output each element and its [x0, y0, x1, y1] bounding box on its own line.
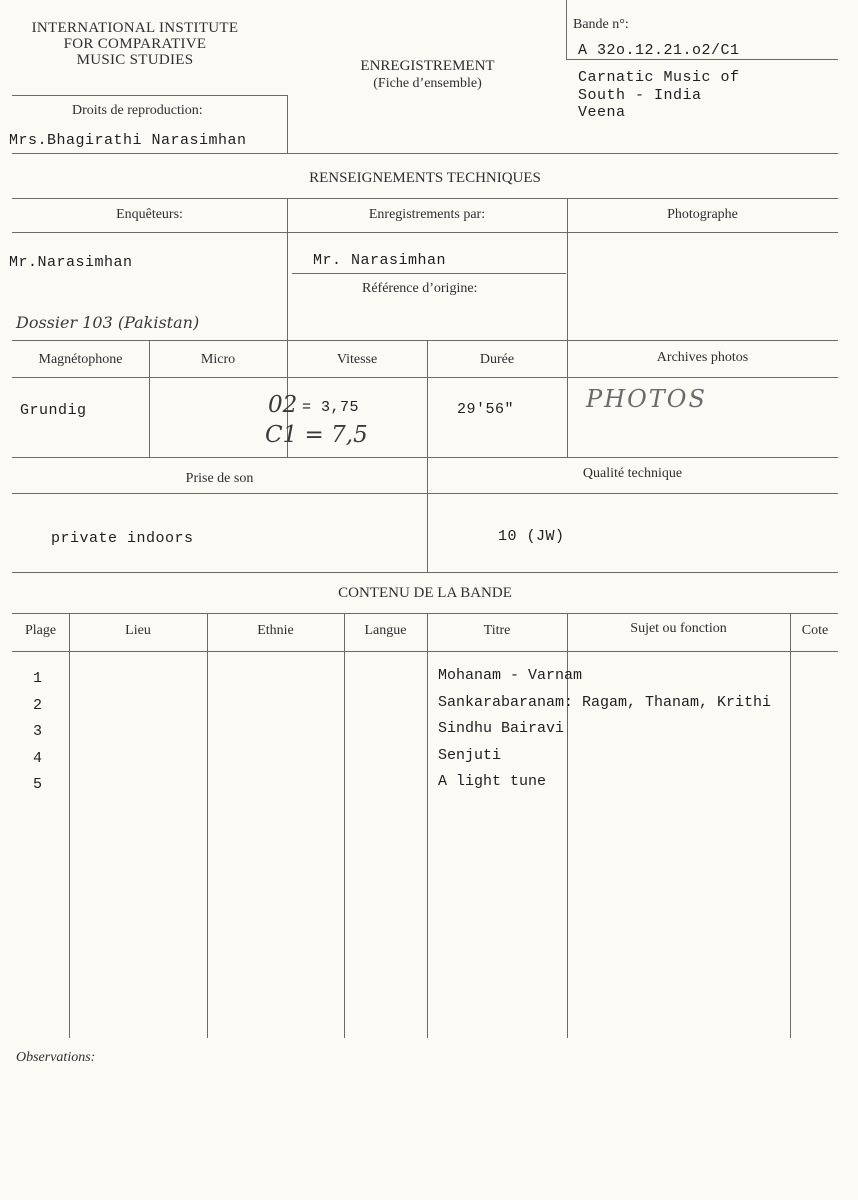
- table-row-titre: Mohanam - Varnam: [438, 667, 583, 684]
- duree-value: 29'56": [457, 401, 515, 418]
- table-row-plage: 5: [33, 776, 43, 793]
- table-row-plage: 3: [33, 723, 43, 740]
- rights-box-right-border: [287, 95, 288, 153]
- technical-row3-header-rule: [12, 493, 838, 494]
- enqueteurs-value: Mr.Narasimhan: [9, 254, 133, 271]
- qualite-technique-value: 10 (JW): [498, 528, 565, 545]
- contents-divider-6: [790, 613, 791, 1038]
- magnetophone-value: Grundig: [20, 402, 87, 419]
- row3-divider: [427, 457, 428, 572]
- vitesse-label: Vitesse: [336, 352, 378, 367]
- technical-section-title: RENSEIGNEMENTS TECHNIQUES: [309, 170, 541, 186]
- qualite-technique-label: Qualité technique: [582, 466, 683, 481]
- technical-divider-2: [567, 198, 568, 340]
- rights-label: Droits de reproduction:: [72, 103, 203, 118]
- reference-rule: [292, 273, 566, 274]
- enregistrements-label: Enregistrements par:: [368, 207, 486, 222]
- tape-description-line2: South - India: [578, 86, 702, 104]
- col-header-sujet: Sujet ou fonction: [630, 621, 727, 636]
- technical-row2-top-rule: [12, 340, 838, 341]
- technical-top-rule: [12, 198, 838, 199]
- plage-list: [33, 666, 42, 799]
- rights-box-top-border: [12, 95, 288, 96]
- table-row-titre: A light tune: [438, 773, 547, 790]
- vitesse-typed-value: = 3,75: [302, 399, 360, 416]
- header-bottom-rule: [12, 153, 838, 154]
- enregistrements-value: Mr. Narasimhan: [313, 252, 447, 269]
- magnetophone-label: Magnétophone: [38, 352, 123, 367]
- vitesse-handwritten-2: C1 = 7,5: [265, 422, 368, 448]
- row2-divider-1: [149, 340, 150, 457]
- col-header-lieu: Lieu: [125, 623, 151, 638]
- prise-de-son-label: Prise de son: [185, 471, 254, 486]
- prise-de-son-value: private indoors: [51, 530, 194, 547]
- enqueteurs-label: Enquêteurs:: [116, 207, 183, 222]
- technical-row3-top-rule: [12, 457, 838, 458]
- table-row-titre: Senjuti: [438, 746, 502, 764]
- institute-name-line1: INTERNATIONAL INSTITUTE: [31, 20, 239, 36]
- table-row-plage: 4: [33, 749, 43, 767]
- technical-header-rule: [12, 232, 838, 233]
- micro-label: Micro: [200, 352, 236, 367]
- vitesse-handwritten-1: 02: [268, 392, 298, 418]
- titre-list: [438, 663, 771, 796]
- contents-header-rule: [12, 651, 838, 652]
- tape-number: A 32o.12.21.o2/C1: [578, 42, 740, 59]
- contents-divider-4: [427, 613, 428, 1038]
- contents-divider-1: [69, 613, 70, 1038]
- col-header-titre: Titre: [483, 623, 511, 638]
- tape-number-label: Bande n°:: [573, 17, 629, 32]
- archives-photos-value: PHOTOS: [586, 385, 707, 413]
- tape-box-left-border: [566, 0, 567, 60]
- row2-divider-4: [567, 340, 568, 457]
- form-subtitle: (Fiche d’ensemble): [373, 76, 482, 91]
- table-row-titre: Sindhu Bairavi: [438, 720, 565, 737]
- table-row-plage: 2: [33, 696, 43, 714]
- table-row-plage: 1: [33, 670, 43, 687]
- contents-section-title: CONTENU DE LA BANDE: [338, 585, 512, 601]
- col-header-cote: Cote: [801, 623, 829, 638]
- rights-value: Mrs.Bhagirathi Narasimhan: [9, 132, 247, 149]
- tape-description: [578, 69, 740, 122]
- reference-label: Référence d’origine:: [362, 281, 478, 296]
- observations-label: Observations:: [16, 1050, 96, 1065]
- row2-divider-3: [427, 340, 428, 457]
- col-header-ethnie: Ethnie: [257, 623, 294, 638]
- technical-bottom-rule: [12, 572, 838, 573]
- col-header-langue: Langue: [364, 623, 407, 638]
- tape-description-line1: Carnatic Music of: [578, 69, 740, 86]
- col-header-plage: Plage: [24, 623, 57, 638]
- photographe-label: Photographe: [667, 207, 738, 222]
- form-title: ENREGISTREMENT: [360, 58, 495, 74]
- institute-name: [10, 20, 260, 68]
- dossier-handwritten: Dossier 103 (Pakistan): [16, 313, 200, 332]
- duree-label: Durée: [479, 352, 515, 367]
- tape-box-bottom-border: [566, 59, 838, 60]
- table-row-titre: Sankarabaranam: Ragam, Thanam, Krithi: [438, 693, 772, 711]
- contents-top-rule: [12, 613, 838, 614]
- institute-name-line2: FOR COMPARATIVE: [63, 36, 207, 52]
- contents-divider-3: [344, 613, 345, 1038]
- institute-name-line3: MUSIC STUDIES: [76, 52, 194, 68]
- archives-photos-label: Archives photos: [656, 350, 749, 365]
- contents-divider-2: [207, 613, 208, 1038]
- technical-divider-1: [287, 198, 288, 340]
- tape-description-line3: Veena: [578, 104, 626, 121]
- technical-row2-header-rule: [12, 377, 838, 378]
